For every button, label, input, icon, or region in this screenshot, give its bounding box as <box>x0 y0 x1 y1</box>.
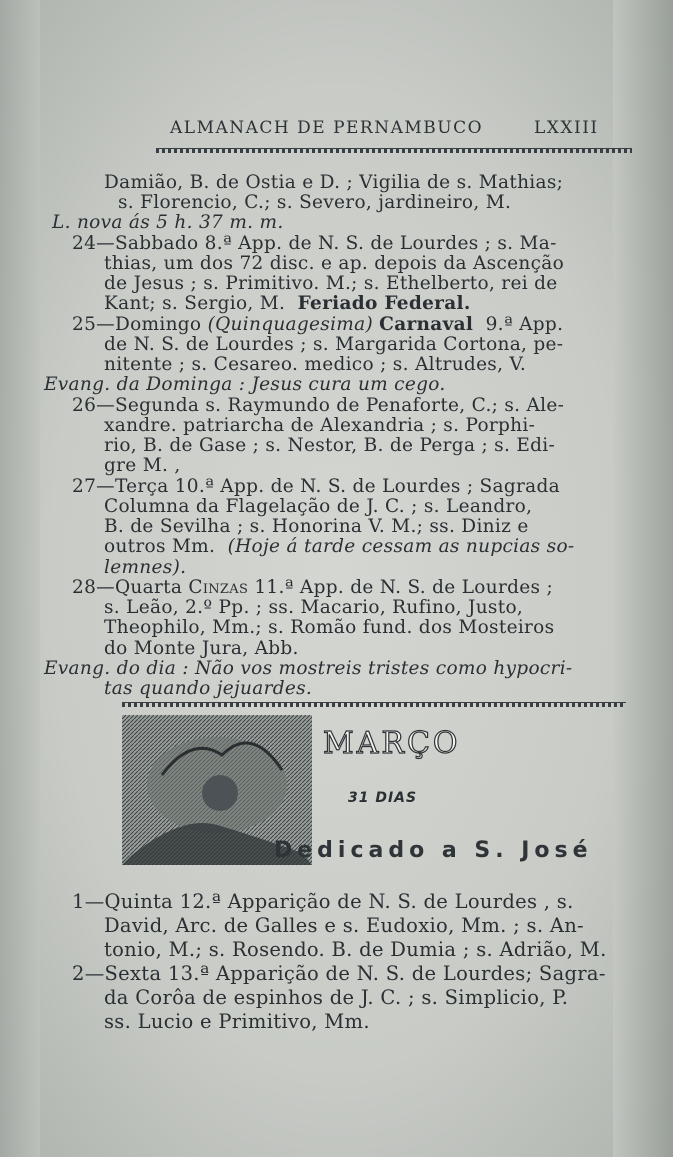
text-line: Columna da Flagelação de J. C. ; s. Leandro, <box>104 496 533 517</box>
gospel-line: Evang. da Dominga : Jesus cura um cego. <box>44 374 446 395</box>
nuptial-note-end: lemnes). <box>104 557 187 578</box>
apparition-label: 11.ª App. de N. S. de Lourdes ; <box>254 577 554 598</box>
text-line: 27—Terça 10.ª App. de N. S. de Lourdes ; Sagrada <box>72 476 560 497</box>
day-label: 28—Quarta <box>72 577 183 598</box>
text-line: tonio, M.; s. Rosendo. B. de Dumia ; s. Adrião, M. <box>104 938 607 961</box>
month-dedication: Dedicado a S. José <box>274 838 593 863</box>
text-line <box>104 293 471 314</box>
page-number: LXXIII <box>534 118 599 138</box>
text-line: 26—Segunda s. Raymundo de Penaforte, C.; s. Ale- <box>72 395 565 416</box>
text-line: ss. Lucio e Primitivo, Mm. <box>104 1010 370 1033</box>
text-line <box>44 658 572 679</box>
text-line: David, Arc. de Galles e s. Eudoxio, Mm. ; s. An- <box>104 914 584 937</box>
text-line: Theophilo, Mm.; s. Romão fund. dos Mosteiros <box>104 617 555 638</box>
carnival-label: Carnaval <box>379 314 474 335</box>
text-line: s. Leão, 2.º Pp. ; ss. Macario, Rufino, Justo, <box>104 597 524 618</box>
text-line <box>44 374 446 395</box>
text-fragment: outros Mm. <box>104 536 216 557</box>
text-line: nitente ; s. Cesareo. medico ; s. Altrudes, V. <box>104 354 527 375</box>
month-title: MARÇO <box>323 726 461 761</box>
text-line: rio, B. de Gase ; s. Nestor, B. de Perga ; s. Edi- <box>104 435 556 456</box>
page-right-edge <box>613 0 673 1157</box>
holiday-label: Feriado Federal. <box>297 293 471 314</box>
text-line: 1—Quinta 12.ª Apparição de N. S. de Lourdes , s. <box>72 890 574 913</box>
text-line <box>72 314 563 335</box>
moon-phase: L. nova ás 5 h. 37 m. m. <box>52 212 284 233</box>
text-line: xandre. patriarcha de Alexandria ; s. Porphi- <box>104 415 536 436</box>
ash-label: Cinzas <box>188 577 249 598</box>
header-rule <box>156 148 632 153</box>
text-line <box>104 557 186 578</box>
text-line: de N. S. de Lourdes ; s. Margarida Cortona, pe- <box>104 334 564 355</box>
text-line: do Monte Jura, Abb. <box>104 638 299 659</box>
text-line: gre M. , <box>104 455 181 476</box>
text-line <box>72 577 553 598</box>
header-title: ALMANACH DE PERNAMBUCO <box>170 118 484 138</box>
text-line: de Jesus ; s. Primitivo. M.; s. Ethelberto, rei de <box>104 273 558 294</box>
text-line: 2—Sexta 13.ª Apparição de N. S. de Lourdes; Sagra- <box>72 962 606 985</box>
text-line: s. Florencio, C.; s. Severo, jardineiro, M. <box>118 192 512 213</box>
text-line <box>104 678 312 699</box>
gospel-line: Evang. do dia : Não vos mostreis tristes como hypocri- <box>44 658 573 679</box>
page-left-edge <box>0 0 40 1157</box>
apparition-label: 9.ª App. <box>485 314 564 335</box>
text-line: Damião, B. de Ostia e D. ; Vigilia de s. Mathias; <box>104 172 564 193</box>
nuptial-note: (Hoje á tarde cessam as nupcias so- <box>227 536 575 557</box>
text-line: da Corôa de espinhos de J. C. ; s. Simplicio, P. <box>104 986 569 1009</box>
day-label: 25—Domingo <box>72 314 202 335</box>
month-days: 31 DIAS <box>348 790 418 806</box>
text-line: 24—Sabbado 8.ª App. de N. S. de Lourdes ; s. Ma- <box>72 233 557 254</box>
gospel-line: tas quando jejuardes. <box>104 678 313 699</box>
section-rule <box>122 702 626 707</box>
text-line <box>52 212 284 233</box>
text-line: thias, um dos 72 disc. e ap. depois da Ascenção <box>104 253 565 274</box>
text-line <box>104 536 574 557</box>
liturgical-name: (Quinquagesima) <box>207 314 373 335</box>
text-line: B. de Sevilha ; s. Honorina V. M.; ss. Diniz e <box>104 516 529 537</box>
text-fragment: Kant; s. Sergio, M. <box>104 293 286 314</box>
